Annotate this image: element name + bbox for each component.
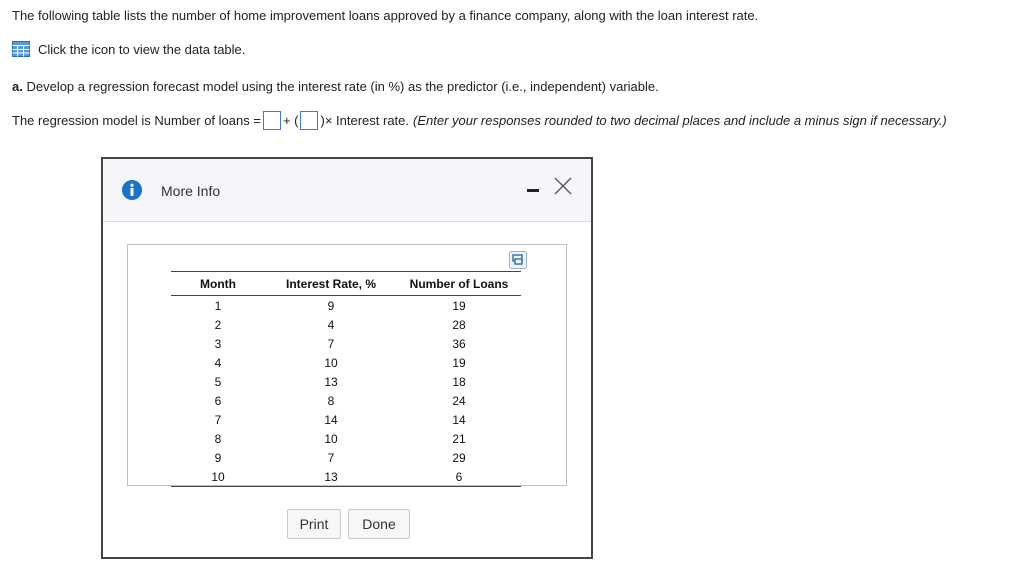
view-data-table-link[interactable]	[12, 41, 245, 57]
header-month: Month	[171, 272, 265, 296]
table-row	[171, 296, 521, 316]
cell-number-of-loans: 24	[452, 393, 466, 408]
cell-number-of-loans: 6	[397, 467, 521, 487]
cell-interest-rate: 13	[265, 467, 397, 487]
cell-number-of-loans: 29	[452, 450, 466, 465]
part-a-prefix: a.	[12, 79, 23, 94]
copy-to-clipboard-icon[interactable]	[509, 251, 527, 269]
table-header-row	[171, 272, 521, 296]
table-row	[171, 429, 521, 448]
cell-month: 10	[171, 467, 265, 487]
dialog-title: More Info	[161, 183, 221, 199]
regression-model-line	[12, 111, 947, 130]
cell-interest-rate: 7	[327, 450, 335, 465]
minimize-icon	[527, 189, 539, 192]
table-row	[171, 467, 521, 487]
part-a-text: Develop a regression forecast model using the interest rate (in %) as the predictor (i.e., independent) variable.	[26, 79, 659, 94]
cell-interest-rate: 14	[324, 412, 338, 427]
info-icon	[122, 180, 142, 200]
cell-month: 6	[214, 393, 222, 408]
cell-interest-rate: 7	[327, 336, 335, 351]
loans-data-table	[171, 271, 521, 487]
part-a-question	[12, 79, 659, 94]
cell-interest-rate: 9	[327, 298, 335, 313]
data-table-icon[interactable]	[12, 41, 30, 57]
model-plus-text: + (	[282, 113, 299, 128]
cell-month: 2	[214, 317, 222, 332]
cell-number-of-loans: 14	[452, 412, 466, 427]
cell-month: 1	[214, 298, 222, 313]
more-info-dialog	[101, 157, 593, 559]
cell-number-of-loans: 18	[452, 374, 466, 389]
dialog-header	[103, 159, 591, 222]
table-row	[171, 315, 521, 334]
data-link-label[interactable]: Click the icon to view the data table.	[38, 41, 246, 57]
table-row	[171, 353, 521, 372]
cell-interest-rate: 8	[327, 393, 335, 408]
header-number-of-loans: Number of Loans	[397, 272, 521, 296]
header-interest-rate: Interest Rate, %	[265, 272, 397, 296]
cell-number-of-loans: 19	[452, 298, 466, 313]
model-instruction: (Enter your responses rounded to two decimal places and include a minus sign if necessary.)	[413, 113, 947, 128]
intro-text: The following table lists the number of home improvement loans approved by a finance company, along with the loan interest rate.	[12, 8, 759, 23]
print-button[interactable]: Print	[287, 509, 341, 539]
cell-interest-rate: 10	[324, 355, 338, 370]
cell-interest-rate: 4	[327, 317, 335, 332]
table-row	[171, 448, 521, 467]
model-times-text: )× Interest rate.	[320, 113, 409, 128]
table-row	[171, 391, 521, 410]
cell-month: 4	[214, 355, 222, 370]
table-row	[171, 410, 521, 429]
cell-month: 8	[214, 431, 222, 446]
table-row	[171, 334, 521, 353]
cell-interest-rate: 10	[324, 431, 338, 446]
cell-number-of-loans: 19	[452, 355, 466, 370]
cell-month: 7	[214, 412, 222, 427]
done-button[interactable]: Done	[348, 509, 410, 539]
model-lead-text: The regression model is Number of loans =	[12, 113, 261, 128]
cell-interest-rate: 13	[324, 374, 338, 389]
cell-number-of-loans: 28	[452, 317, 466, 332]
cell-number-of-loans: 36	[452, 336, 466, 351]
data-table-panel	[127, 244, 567, 486]
cell-month: 5	[214, 374, 222, 389]
cell-month: 9	[214, 450, 222, 465]
cell-month: 3	[214, 336, 222, 351]
slope-input[interactable]	[300, 111, 318, 130]
close-icon[interactable]	[552, 175, 574, 197]
cell-number-of-loans: 21	[452, 431, 466, 446]
intercept-input[interactable]	[263, 111, 281, 130]
minimize-button[interactable]	[527, 184, 539, 196]
table-row	[171, 372, 521, 391]
